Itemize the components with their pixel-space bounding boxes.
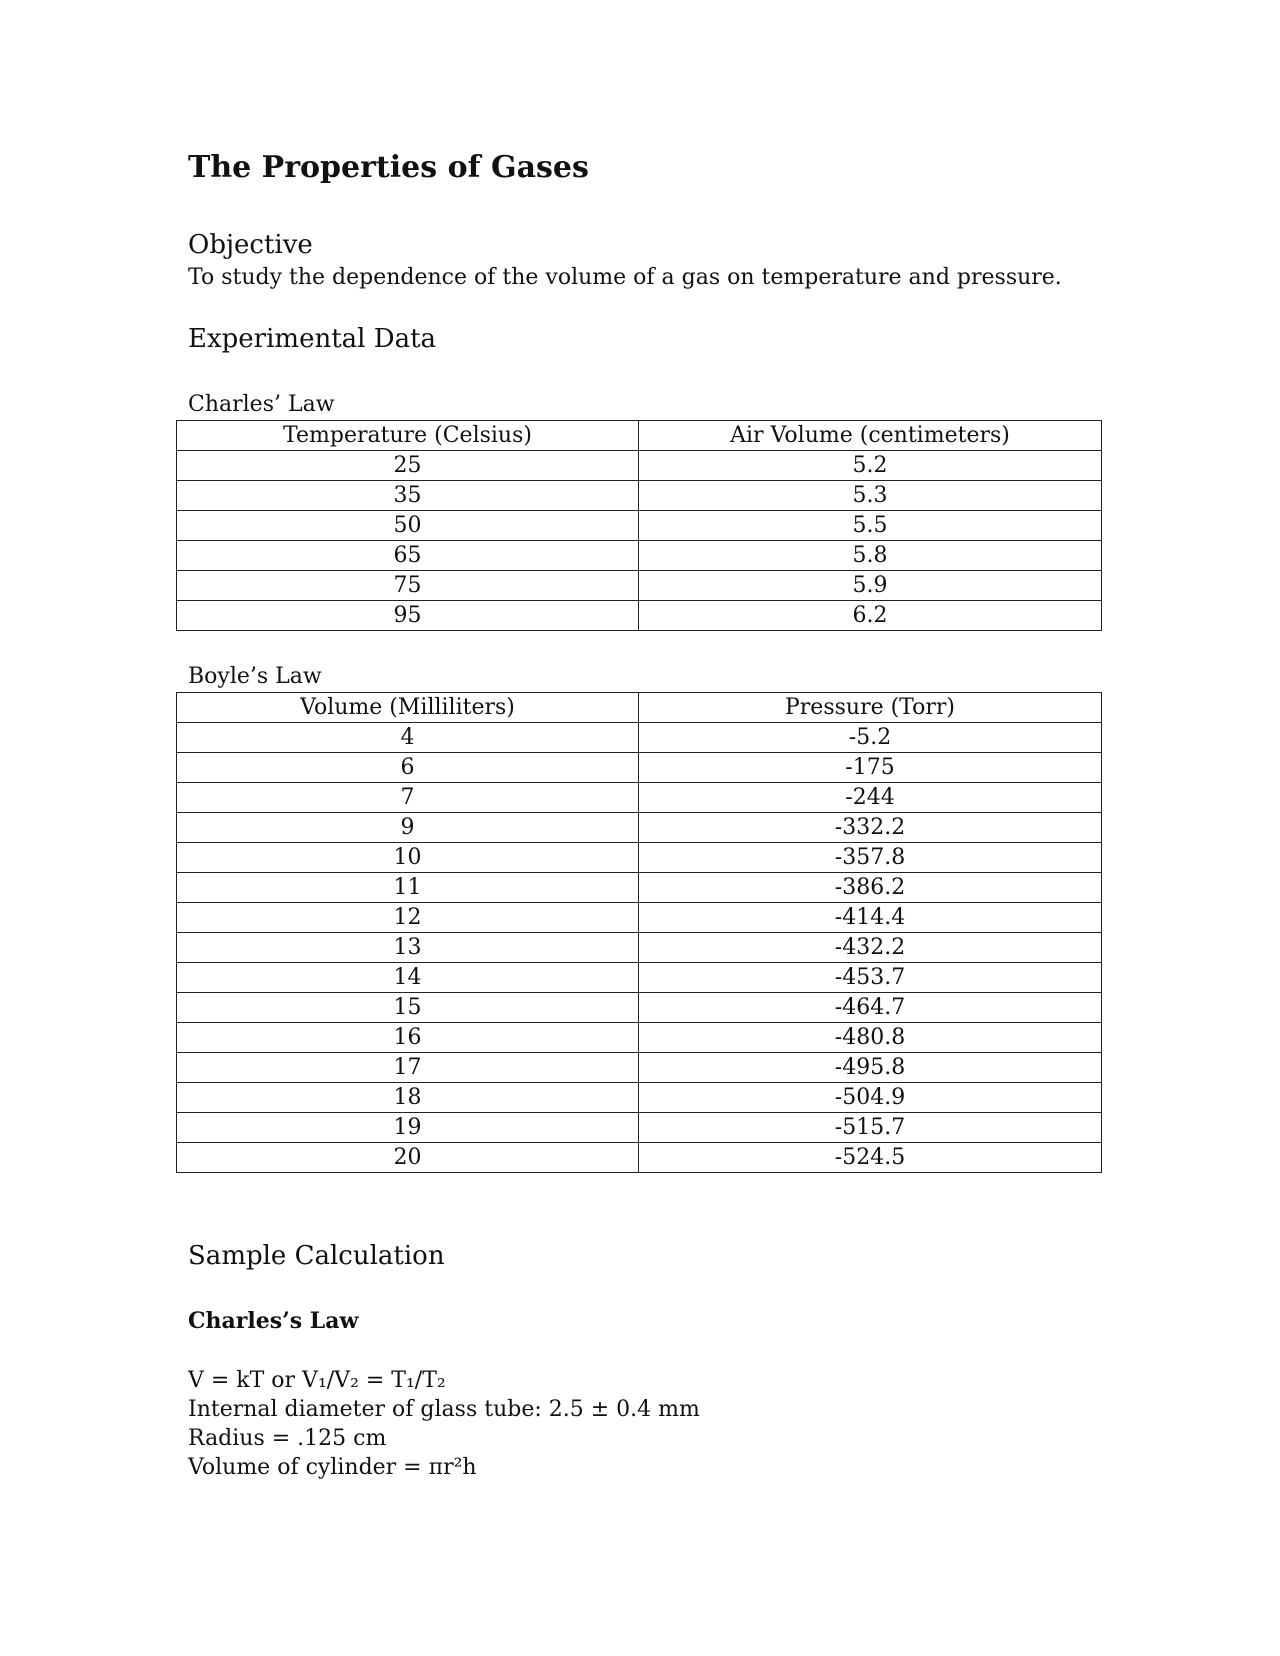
table-row	[177, 1143, 1102, 1173]
table-cell-x: 35	[177, 481, 639, 511]
calculation-line: V = kT or V₁/V₂ = T₁/T₂	[188, 1368, 446, 1393]
table-cell-x: 4	[177, 723, 639, 753]
table-cell-x: 6	[177, 753, 639, 783]
table-cell-x: 7	[177, 783, 639, 813]
table-cell-y: -5.2	[639, 723, 1102, 753]
table-cell-x: 11	[177, 873, 639, 903]
table-row	[177, 813, 1102, 843]
table-row	[177, 843, 1102, 873]
table-cell-y: -432.2	[639, 933, 1102, 963]
column-header: Temperature (Celsius)	[177, 421, 639, 451]
table-cell-x: 15	[177, 993, 639, 1023]
table-cell-y: 5.9	[639, 571, 1102, 601]
table-cell-y: -524.5	[639, 1143, 1102, 1173]
table-header-row	[177, 421, 1102, 451]
table-cell-y: 5.8	[639, 541, 1102, 571]
calculation-line: Internal diameter of glass tube: 2.5 ± 0.4 mm	[188, 1397, 700, 1422]
table-cell-x: 19	[177, 1113, 639, 1143]
table-cell-y: -414.4	[639, 903, 1102, 933]
table-cell-y: -464.7	[639, 993, 1102, 1023]
table-cell-y: -175	[639, 753, 1102, 783]
table-cell-y: 5.2	[639, 451, 1102, 481]
table-cell-x: 13	[177, 933, 639, 963]
table-row	[177, 451, 1102, 481]
table-cell-y: -244	[639, 783, 1102, 813]
table-row	[177, 993, 1102, 1023]
table-row	[177, 1023, 1102, 1053]
table-cell-x: 10	[177, 843, 639, 873]
page-title: The Properties of Gases	[188, 150, 589, 185]
sample-calculation-heading: Sample Calculation	[188, 1241, 445, 1271]
table-header-row	[177, 693, 1102, 723]
table-row	[177, 1083, 1102, 1113]
table-cell-y: -386.2	[639, 873, 1102, 903]
table-row	[177, 783, 1102, 813]
column-header: Volume (Milliliters)	[177, 693, 639, 723]
table-row	[177, 1113, 1102, 1143]
table-row	[177, 873, 1102, 903]
table-cell-x: 12	[177, 903, 639, 933]
table-cell-y: 6.2	[639, 601, 1102, 631]
table-row	[177, 723, 1102, 753]
table-cell-x: 14	[177, 963, 639, 993]
experimental-data-heading: Experimental Data	[188, 324, 437, 354]
table-cell-x: 25	[177, 451, 639, 481]
table-cell-y: -453.7	[639, 963, 1102, 993]
table-cell-x: 16	[177, 1023, 639, 1053]
table-cell-x: 50	[177, 511, 639, 541]
calculation-line: Volume of cylinder = πr²h	[188, 1455, 477, 1480]
table-row	[177, 511, 1102, 541]
table-row	[177, 571, 1102, 601]
table-cell-y: 5.3	[639, 481, 1102, 511]
column-header: Pressure (Torr)	[639, 693, 1102, 723]
table-row	[177, 481, 1102, 511]
table-cell-x: 75	[177, 571, 639, 601]
table-row	[177, 601, 1102, 631]
calculation-line: Radius = .125 cm	[188, 1426, 387, 1451]
table-cell-x: 20	[177, 1143, 639, 1173]
objective-heading: Objective	[188, 230, 313, 260]
boyles-law-table	[176, 692, 1102, 1173]
table-row	[177, 963, 1102, 993]
table-row	[177, 1053, 1102, 1083]
table-cell-x: 9	[177, 813, 639, 843]
charles-calculation-subheading: Charles’s Law	[188, 1308, 359, 1334]
table-cell-y: -357.8	[639, 843, 1102, 873]
table-cell-x: 65	[177, 541, 639, 571]
charles-law-caption: Charles’ Law	[188, 392, 335, 417]
table-cell-y: -480.8	[639, 1023, 1102, 1053]
table-row	[177, 903, 1102, 933]
table-row	[177, 753, 1102, 783]
table-cell-x: 18	[177, 1083, 639, 1113]
table-row	[177, 933, 1102, 963]
charles-law-table	[176, 420, 1102, 631]
boyles-law-caption: Boyle’s Law	[188, 664, 322, 689]
table-cell-y: 5.5	[639, 511, 1102, 541]
table-row	[177, 541, 1102, 571]
table-cell-y: -495.8	[639, 1053, 1102, 1083]
column-header: Air Volume (centimeters)	[639, 421, 1102, 451]
table-cell-x: 17	[177, 1053, 639, 1083]
table-cell-y: -515.7	[639, 1113, 1102, 1143]
table-cell-x: 95	[177, 601, 639, 631]
table-cell-y: -332.2	[639, 813, 1102, 843]
objective-text: To study the dependence of the volume of a gas on temperature and pressure.	[188, 265, 1062, 290]
table-cell-y: -504.9	[639, 1083, 1102, 1113]
